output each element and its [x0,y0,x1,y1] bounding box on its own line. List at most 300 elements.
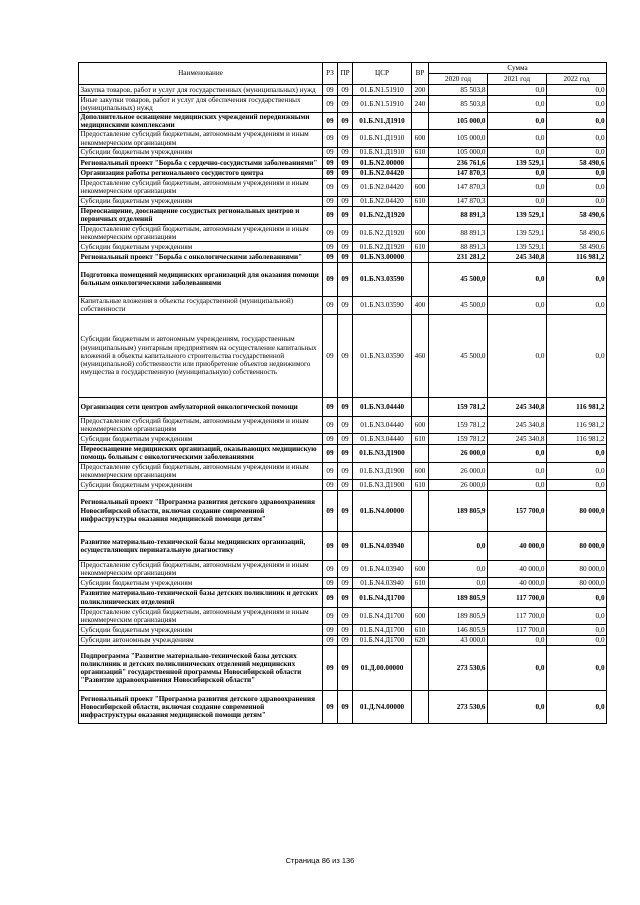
table-row [79,434,607,445]
row-pr: 09 [338,607,353,624]
row-rz: 09 [323,444,338,462]
row-2022: 0,0 [547,196,607,207]
row-pr: 09 [338,480,353,491]
row-vr [412,444,429,462]
row-rz: 09 [323,196,338,207]
row-2021: 0,0 [488,635,547,646]
row-rz: 09 [323,112,338,129]
row-2022: 0,0 [547,168,607,179]
row-rz: 09 [323,252,338,263]
table-row [79,625,607,636]
row-2020: 189 805,9 [429,588,488,607]
row-rz: 09 [323,646,338,691]
row-2021: 40 000,0 [488,531,547,560]
row-rz: 09 [323,130,338,147]
row-2022: 0,0 [547,296,607,314]
row-2020: 189 805,9 [429,490,488,531]
row-rz: 09 [323,434,338,445]
row-csr: 01.Б.N4.03940 [353,531,412,560]
row-2021: 0,0 [488,112,547,129]
row-2021: 139 529,1 [488,158,547,169]
row-2021: 0,0 [488,462,547,479]
table-row [79,179,607,196]
row-pr: 09 [338,207,353,224]
table-row [79,95,607,112]
row-2022: 0,0 [547,588,607,607]
row-2020: 0,0 [429,578,488,589]
row-rz: 09 [323,314,338,397]
row-pr: 09 [338,416,353,433]
row-2022: 116 981,2 [547,397,607,416]
budget-table [78,62,607,724]
row-csr: 01.Д.00.00000 [353,646,412,691]
table-row [79,314,607,397]
row-2022: 116 981,2 [547,434,607,445]
row-2020: 273 530,6 [429,691,488,724]
row-name: Подготовка помещений медицинских организаций для оказания помощи больным онкологическими заболеваниями [79,262,323,296]
row-pr: 09 [338,625,353,636]
row-2020: 0,0 [429,531,488,560]
row-csr: 01.Б.N4.00000 [353,490,412,531]
row-pr: 09 [338,179,353,196]
row-pr: 09 [338,147,353,158]
row-2020: 147 870,3 [429,168,488,179]
header-csr: ЦСР [353,63,412,85]
row-name: Региональный проект "Борьба с онкологическими заболеваниями" [79,252,323,263]
row-pr: 09 [338,691,353,724]
row-2021: 0,0 [488,480,547,491]
row-csr: 01.Б.N3.04440 [353,434,412,445]
row-2021: 117 700,0 [488,588,547,607]
row-2020: 0,0 [429,560,488,577]
row-2021: 245 340,8 [488,397,547,416]
row-2022: 0,0 [547,444,607,462]
row-pr: 09 [338,262,353,296]
row-2020: 159 781,2 [429,434,488,445]
row-pr: 09 [338,112,353,129]
row-vr: 600 [412,130,429,147]
row-2022: 0,0 [547,95,607,112]
row-2021: 0,0 [488,168,547,179]
row-rz: 09 [323,262,338,296]
row-2020: 45 500,0 [429,314,488,397]
row-2021: 245 340,8 [488,434,547,445]
row-pr: 09 [338,560,353,577]
row-rz: 09 [323,578,338,589]
row-name: Дополнительное оснащение медицинских учреждений передвижными медицинскими комплексами [79,112,323,129]
row-pr: 09 [338,314,353,397]
row-vr [412,490,429,531]
row-csr: 01.Б.N3.03590 [353,296,412,314]
row-2020: 26 000,0 [429,462,488,479]
row-vr [412,158,429,169]
row-rz: 09 [323,416,338,433]
row-2020: 26 000,0 [429,444,488,462]
row-name: Переоснащение медицинских организаций, оказывающих медицинскую помощь больным с онкологическими заболеваниями [79,444,323,462]
header-sum: Сумма [429,63,607,74]
table-row [79,112,607,129]
row-rz: 09 [323,691,338,724]
row-rz: 09 [323,207,338,224]
row-2022: 58 490,6 [547,241,607,252]
row-2020: 26 000,0 [429,480,488,491]
row-csr: 01.Б.N1.Д1910 [353,130,412,147]
row-2022: 0,0 [547,130,607,147]
row-name: Предоставление субсидий бюджетным, автономным учреждениям и иным некоммерческим организациям [79,462,323,479]
row-rz: 09 [323,397,338,416]
row-2021: 0,0 [488,262,547,296]
row-csr: 01.Б.N1.Д1910 [353,147,412,158]
row-2020: 146 805,9 [429,625,488,636]
row-2021: 0,0 [488,196,547,207]
row-2021: 139 529,1 [488,241,547,252]
row-pr: 09 [338,196,353,207]
table-row [79,635,607,646]
row-2021: 40 000,0 [488,560,547,577]
row-csr: 01.Б.N2.04420 [353,168,412,179]
row-name: Иные закупки товаров, работ и услуг для обеспечения государственных (муниципальных) нужд [79,95,323,112]
row-rz: 09 [323,179,338,196]
row-csr: 01.Б.N1.Д1910 [353,112,412,129]
row-vr: 610 [412,196,429,207]
row-2022: 0,0 [547,646,607,691]
row-2021: 245 340,8 [488,416,547,433]
row-2020: 159 781,2 [429,416,488,433]
row-2021: 157 700,0 [488,490,547,531]
table-row [79,207,607,224]
header-2021: 2021 год [488,74,547,85]
row-vr: 610 [412,241,429,252]
row-vr: 600 [412,560,429,577]
row-pr: 09 [338,588,353,607]
header-2020: 2020 год [429,74,488,85]
row-name: Субсидии бюджетным и автономным учреждениям, государственным (муниципальным) унитарным предприятиям на осуществление капитальных вложений в объекты капитального строительства государственной (муниципальной) собственности или приобретение объектов недвижимого имущества в государственную (муниципальную) собственность [79,314,323,397]
row-vr: 600 [412,224,429,241]
row-vr: 600 [412,416,429,433]
row-csr: 01.Б.N3.03590 [353,262,412,296]
row-2021: 117 700,0 [488,625,547,636]
table-row [79,444,607,462]
row-vr [412,207,429,224]
table-row [79,560,607,577]
row-csr: 01.Б.N1.51910 [353,85,412,96]
row-vr: 400 [412,296,429,314]
header-2022: 2022 год [547,74,607,85]
row-vr [412,691,429,724]
row-rz: 09 [323,168,338,179]
row-2022: 116 981,2 [547,252,607,263]
row-2022: 80 000,0 [547,578,607,589]
table-row [79,252,607,263]
row-2021: 40 000,0 [488,578,547,589]
row-vr: 460 [412,314,429,397]
row-2022: 0,0 [547,691,607,724]
row-2022: 0,0 [547,480,607,491]
row-pr: 09 [338,130,353,147]
row-pr: 09 [338,85,353,96]
row-name: Переоснащение, дооснащение сосудистых региональных центров и первичных отделений [79,207,323,224]
row-2021: 0,0 [488,179,547,196]
row-vr: 200 [412,85,429,96]
row-2020: 159 781,2 [429,397,488,416]
row-2022: 0,0 [547,625,607,636]
row-vr: 240 [412,95,429,112]
row-2021: 0,0 [488,95,547,112]
row-rz: 09 [323,147,338,158]
row-rz: 09 [323,85,338,96]
row-rz: 09 [323,480,338,491]
row-csr: 01.Б.N4.Д1700 [353,588,412,607]
row-csr: 01.Д.N4.00000 [353,691,412,724]
row-vr: 610 [412,578,429,589]
table-row [79,646,607,691]
row-csr: 01.Б.N3.03590 [353,314,412,397]
row-2022: 0,0 [547,179,607,196]
row-rz: 09 [323,588,338,607]
row-name: Региональный проект "Программа развития детского здравоохранения Новосибирской области, включая создание современной инфраструктуры оказания медицинской помощи детям" [79,691,323,724]
row-2020: 147 870,3 [429,179,488,196]
row-csr: 01.Б.N4.Д1700 [353,625,412,636]
table-row [79,296,607,314]
table-row [79,416,607,433]
row-pr: 09 [338,490,353,531]
row-csr: 01.Б.N4.03940 [353,560,412,577]
row-name: Предоставление субсидий бюджетным, автономным учреждениям и иным некоммерческим организациям [79,224,323,241]
row-2022: 116 981,2 [547,416,607,433]
row-pr: 09 [338,95,353,112]
row-2022: 58 490,6 [547,207,607,224]
row-csr: 01.Б.N4.03940 [353,578,412,589]
row-rz: 09 [323,296,338,314]
row-2021: 0,0 [488,296,547,314]
row-2022: 0,0 [547,85,607,96]
row-vr [412,252,429,263]
table-row [79,588,607,607]
table-row [79,480,607,491]
row-name: Капитальные вложения в объекты государственной (муниципальной) собственности [79,296,323,314]
row-2022: 80 000,0 [547,490,607,531]
row-rz: 09 [323,95,338,112]
row-name: Субсидии бюджетным учреждениям [79,434,323,445]
row-vr: 600 [412,462,429,479]
row-rz: 09 [323,635,338,646]
row-2021: 0,0 [488,444,547,462]
row-2021: 117 700,0 [488,607,547,624]
row-name: Субсидии бюджетным учреждениям [79,241,323,252]
row-name: Предоставление субсидий бюджетным, автономным учреждениям и иным некоммерческим организациям [79,416,323,433]
table-row [79,196,607,207]
row-name: Субсидии бюджетным учреждениям [79,578,323,589]
row-name: Развитие материально-технической базы медицинских организаций, осуществляющих перинатальную диагностику [79,531,323,560]
row-vr [412,588,429,607]
table-row [79,147,607,158]
row-2022: 0,0 [547,314,607,397]
row-vr [412,262,429,296]
row-name: Субсидии бюджетным учреждениям [79,147,323,158]
table-header [79,63,607,85]
row-pr: 09 [338,578,353,589]
row-name: Развитие материально-технической базы детских поликлиник и детских поликлинических отделений [79,588,323,607]
row-name: Предоставление субсидий бюджетным, автономным учреждениям и иным некоммерческим организациям [79,607,323,624]
row-vr: 600 [412,179,429,196]
row-name: Субсидии бюджетным учреждениям [79,625,323,636]
row-rz: 09 [323,490,338,531]
row-2020: 147 870,3 [429,196,488,207]
row-name: Предоставление субсидий бюджетным, автономным учреждениям и иным некоммерческим организациям [79,560,323,577]
row-name: Подпрограмма "Развитие материально-технической базы детских поликлиник и детских поликлинических отделений медицинских организаций" государственной программы Новосибирской области "Развитие здравоохранения Новосибирской области" [79,646,323,691]
row-2020: 189 805,9 [429,607,488,624]
row-2020: 105 000,0 [429,147,488,158]
row-csr: 01.Б.N2.04420 [353,179,412,196]
table-row [79,578,607,589]
row-csr: 01.Б.N2.Д1920 [353,207,412,224]
row-pr: 09 [338,434,353,445]
table-row [79,168,607,179]
row-csr: 01.Б.N2.00000 [353,158,412,169]
row-2022: 58 490,6 [547,224,607,241]
row-2020: 88 891,3 [429,207,488,224]
table-row [79,224,607,241]
row-2020: 45 500,0 [429,262,488,296]
row-csr: 01.Б.N3.Д1900 [353,462,412,479]
row-rz: 09 [323,625,338,636]
row-2022: 80 000,0 [547,531,607,560]
row-pr: 09 [338,444,353,462]
table-row [79,85,607,96]
row-vr [412,168,429,179]
row-name: Организация сети центров амбулаторной онкологической помощи [79,397,323,416]
row-name: Региональный проект "Программа развития детского здравоохранения Новосибирской области, включая создание современной инфраструктуры оказания медицинской помощи детям" [79,490,323,531]
row-2021: 0,0 [488,691,547,724]
table-row [79,531,607,560]
row-pr: 09 [338,241,353,252]
row-2020: 231 281,2 [429,252,488,263]
row-2021: 0,0 [488,314,547,397]
row-pr: 09 [338,224,353,241]
row-2020: 85 503,8 [429,95,488,112]
row-pr: 09 [338,296,353,314]
row-name: Субсидии бюджетным учреждениям [79,196,323,207]
row-rz: 09 [323,224,338,241]
row-csr: 01.Б.N2.Д1920 [353,241,412,252]
row-csr: 01.Б.N3.Д1900 [353,480,412,491]
row-2022: 80 000,0 [547,560,607,577]
row-vr [412,646,429,691]
table-row [79,607,607,624]
row-2022: 58 490,6 [547,158,607,169]
row-pr: 09 [338,252,353,263]
row-2020: 88 891,3 [429,241,488,252]
row-vr: 600 [412,607,429,624]
row-vr [412,112,429,129]
table-row [79,262,607,296]
row-2021: 0,0 [488,646,547,691]
row-2022: 0,0 [547,112,607,129]
table-row [79,158,607,169]
row-pr: 09 [338,168,353,179]
row-pr: 09 [338,158,353,169]
row-name: Субсидии бюджетным учреждениям [79,480,323,491]
table-row [79,241,607,252]
row-name: Закупка товаров, работ и услуг для государственных (муниципальных) нужд [79,85,323,96]
row-2022: 0,0 [547,635,607,646]
row-2022: 0,0 [547,607,607,624]
row-csr: 01.Б.N4.Д1700 [353,607,412,624]
row-2020: 236 761,6 [429,158,488,169]
row-rz: 09 [323,158,338,169]
row-rz: 09 [323,531,338,560]
row-2020: 43 000,0 [429,635,488,646]
row-pr: 09 [338,531,353,560]
row-vr: 610 [412,625,429,636]
row-vr: 620 [412,635,429,646]
row-rz: 09 [323,607,338,624]
row-name: Предоставление субсидий бюджетным, автономным учреждениям и иным некоммерческим организациям [79,130,323,147]
row-name: Субсидии автономным учреждениям [79,635,323,646]
row-2020: 88 891,3 [429,224,488,241]
row-2021: 245 340,8 [488,252,547,263]
row-vr: 610 [412,147,429,158]
table-row [79,691,607,724]
row-csr: 01.Б.N2.04420 [353,196,412,207]
table-body [79,85,607,724]
row-csr: 01.Б.N1.51910 [353,95,412,112]
row-csr: 01.Б.N4.Д1700 [353,635,412,646]
row-pr: 09 [338,635,353,646]
table-row [79,462,607,479]
row-rz: 09 [323,462,338,479]
row-csr: 01.Б.N3.Д1900 [353,444,412,462]
row-2022: 0,0 [547,147,607,158]
row-2020: 85 503,8 [429,85,488,96]
row-vr: 610 [412,434,429,445]
page-footer: Страница 86 из 136 [285,856,355,865]
header-name: Наименование [79,63,323,85]
row-2022: 0,0 [547,262,607,296]
row-rz: 09 [323,560,338,577]
row-pr: 09 [338,462,353,479]
table-row [79,490,607,531]
row-name: Региональный проект "Борьба с сердечно-сосудистыми заболеваниями" [79,158,323,169]
row-name: Организация работы регионального сосудистого центра [79,168,323,179]
row-2020: 45 500,0 [429,296,488,314]
row-rz: 09 [323,241,338,252]
row-vr [412,531,429,560]
table-row [79,130,607,147]
row-csr: 01.Б.N2.Д1920 [353,224,412,241]
row-2021: 139 529,1 [488,207,547,224]
row-2020: 105 000,0 [429,130,488,147]
row-vr: 610 [412,480,429,491]
row-2020: 273 530,6 [429,646,488,691]
header-vr: ВР [412,63,429,85]
row-2021: 139 529,1 [488,224,547,241]
row-vr [412,397,429,416]
row-name: Предоставление субсидий бюджетным, автономным учреждениям и иным некоммерческим организациям [79,179,323,196]
row-2022: 0,0 [547,462,607,479]
header-pr: ПР [338,63,353,85]
row-csr: 01.Б.N3.00000 [353,252,412,263]
row-csr: 01.Б.N3.04440 [353,397,412,416]
row-2020: 105 000,0 [429,112,488,129]
row-csr: 01.Б.N3.04440 [353,416,412,433]
table-row [79,397,607,416]
row-pr: 09 [338,646,353,691]
row-2021: 0,0 [488,85,547,96]
header-rz: РЗ [323,63,338,85]
row-2021: 0,0 [488,130,547,147]
row-pr: 09 [338,397,353,416]
